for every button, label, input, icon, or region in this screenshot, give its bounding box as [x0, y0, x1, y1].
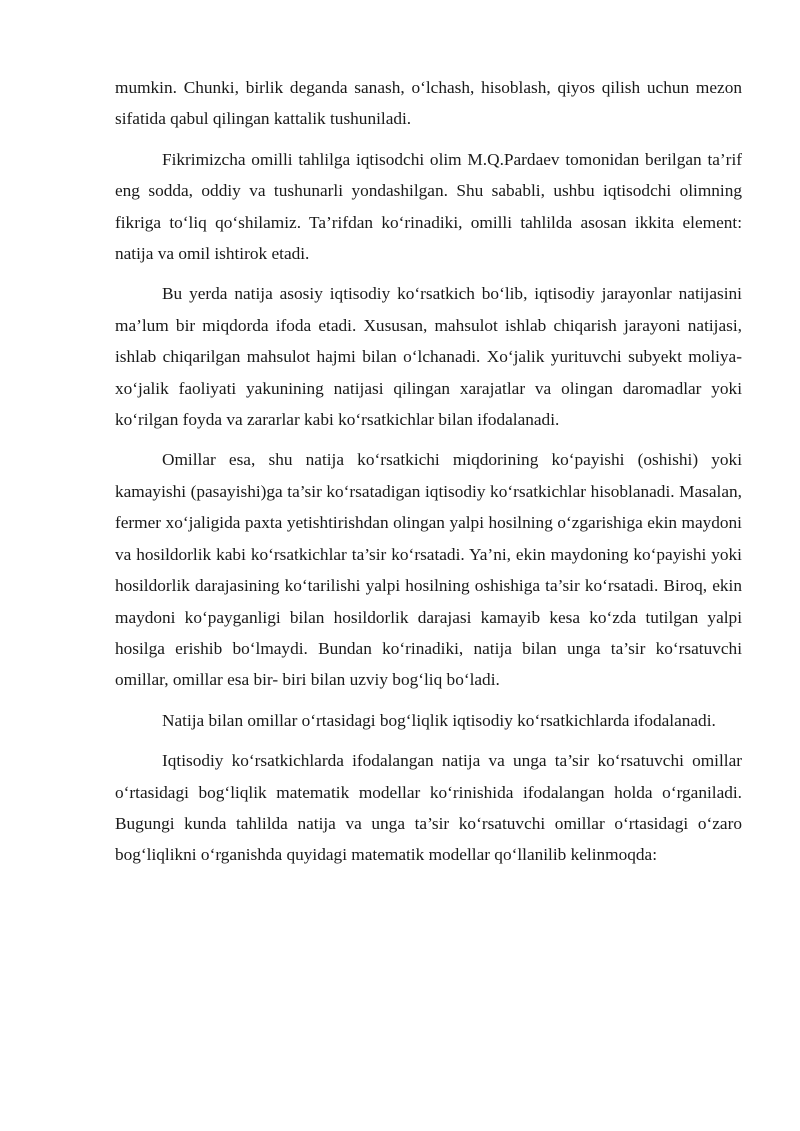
paragraph-factors: Omillar esa, shu natija ko‘rsatkichi miqdorining ko‘payishi (oshishi) yoki kamayishi (pasayishi)ga ta’sir ko‘rsatadigan iqtisodiy ko‘rsatkichlar hisoblanadi. Masalan, fermer xo‘jaligida paxta yetishtirishdan olingan yalpi hosilning o‘zgarishiga ekin maydoni va hosildorlik kabi ko‘rsatkichlar ta’sir ko‘rsatadi. Ya’ni, ekin maydoning ko‘payishi yoki hosildorlik darajasining ko‘tarilishi yalpi hosilning oshishiga ta’sir ko‘rsatadi. Biroq, ekin maydoni ko‘payganligi bilan hosildorlik darajasi kamayib kesa ko‘zda tutilgan yalpi hosilga erishib bo‘lmaydi. Bundan ko‘rinadiki, natija bilan unga ta’sir ko‘rsatuvchi omillar, omillar esa bir- biri bilan uzviy bog‘liq bo‘ladi. — [115, 450, 742, 690]
paragraph-result-indicator: Bu yerda natija asosiy iqtisodiy ko‘rsatkich bo‘lib, iqtisodiy jarayonlar natijasini ma’lum bir miqdorda ifoda etadi. Xususan, mahsulot ishlab chiqarish jarayoni natijasi, ishlab chiqarilgan mahsulot hajmi bilan o‘lchanadi. Xo‘jalik yurituvchi subyekt moliya-xo‘jalik faoliyati yakunining natijasi qilingan xarajatlar va olingan daromadlar yoki ko‘rilgan foyda va zararlar kabi ko‘rsatkichlar bilan ifodalanadi. — [115, 284, 742, 430]
document-body — [115, 72, 742, 880]
paragraph-relationship: Natija bilan omillar o‘rtasidagi bog‘liqlik iqtisodiy ko‘rsatkichlarda ifodalanadi. — [162, 710, 716, 730]
paragraph-continuation: mumkin. Chunki, birlik deganda sanash, o‘lchash, hisoblash, qiyos qilish uchun mezon sifatida qabul qilingan kattalik tushuniladi. — [115, 78, 742, 129]
paragraph-pardaev-definition: Fikrimizcha omilli tahlilga iqtisodchi olim M.Q.Pardaev tomonidan berilgan ta’rif eng sodda, oddiy va tushunarli yondashilgan. Shu sababli, ushbu iqtisodchi olimning fikriga to‘liq qo‘shilamiz. Ta’rifdan ko‘rinadiki, omilli tahlilda asosan ikkita element: natija va omil ishtirok etadi. — [115, 149, 742, 264]
paragraph-mathematical-models: Iqtisodiy ko‘rsatkichlarda ifodalangan natija va unga ta’sir ko‘rsatuvchi omillar o‘rtasidagi bog‘liqlik matematik modellar ko‘rinishida ifodalangan holda o‘rganiladi. Bugungi kunda tahlilda natija va unga ta’sir ko‘rsatuvchi omillar o‘rtasidagi o‘zaro bog‘liqlikni o‘rganishda quyidagi matematik modellar qo‘llanilib kelinmoqda: — [115, 751, 742, 865]
